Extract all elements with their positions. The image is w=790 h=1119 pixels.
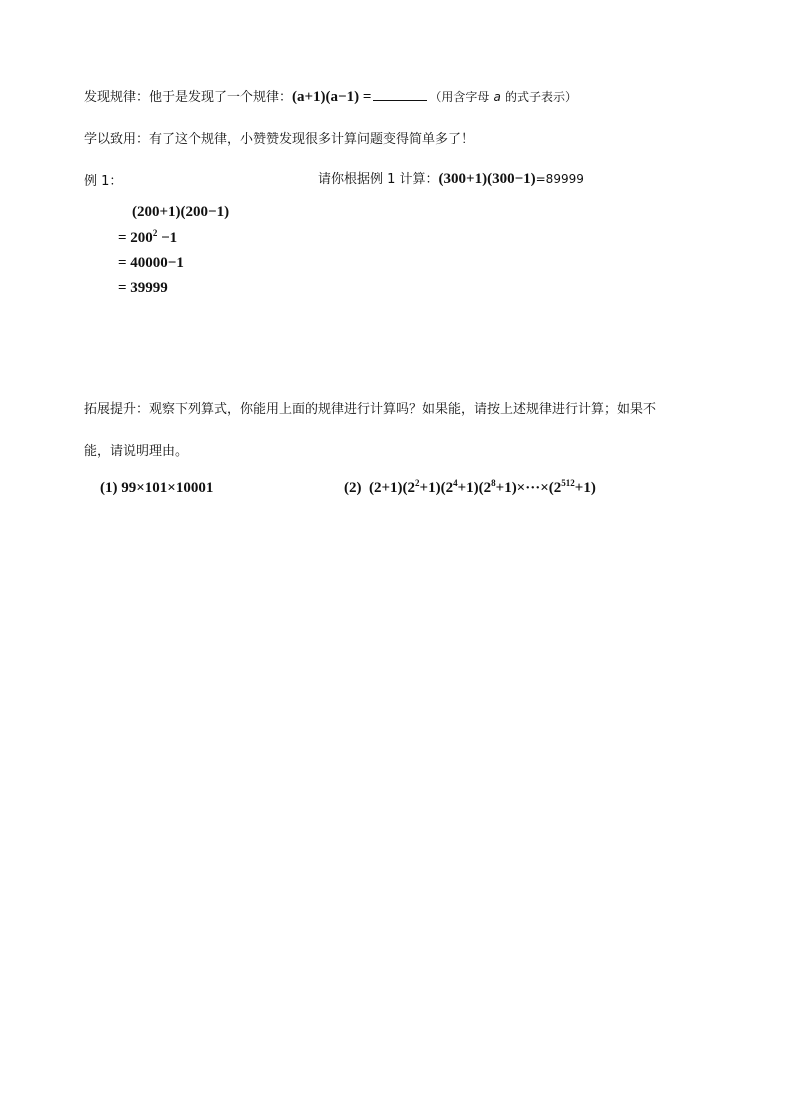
task-formula: (300+1)(300−1) bbox=[438, 171, 536, 187]
example-step-1: (200+1)(200−1) bbox=[132, 204, 230, 220]
discover-formula: (a+1)(a−1) = bbox=[292, 89, 372, 105]
hint-var: a bbox=[493, 90, 501, 104]
extend-line-2: 能，请说明理由。 bbox=[84, 444, 189, 459]
discover-label: 发现规律：他于是发现了一个规律： bbox=[84, 90, 293, 105]
hint-pre: （用含字母 bbox=[429, 90, 490, 104]
apply-line: 学以致用：有了这个规律，小赞赞发现很多计算问题变得简单多了！ bbox=[84, 132, 475, 147]
hint-post: 的式子表示） bbox=[505, 90, 578, 104]
discover-line bbox=[84, 86, 577, 106]
answer-blank bbox=[373, 88, 427, 101]
example-step-2: = $200^2 -1$ bbox=[118, 228, 178, 246]
problem-2: (2) $(2+1)(2^2+1)(2^4+1)(2^8+1)\times\cdot\cdot\cdot\times(2^{512}+1)$ bbox=[344, 478, 596, 496]
task-answer: =89999 bbox=[535, 172, 584, 186]
example-step-3: = 40000−1 bbox=[118, 255, 184, 271]
example-label: 例 1： bbox=[84, 174, 123, 189]
example-task bbox=[318, 168, 584, 188]
extend-line-1: 拓展提升：观察下列算式，你能用上面的规律进行计算吗？如果能，请按上述规律进行计算；如果不 bbox=[84, 402, 657, 417]
problem-1: (1) 99×101×10001 bbox=[100, 480, 214, 496]
example-step-4: = 39999 bbox=[118, 280, 168, 296]
task-label: 请你根据例 1 计算： bbox=[318, 172, 439, 187]
